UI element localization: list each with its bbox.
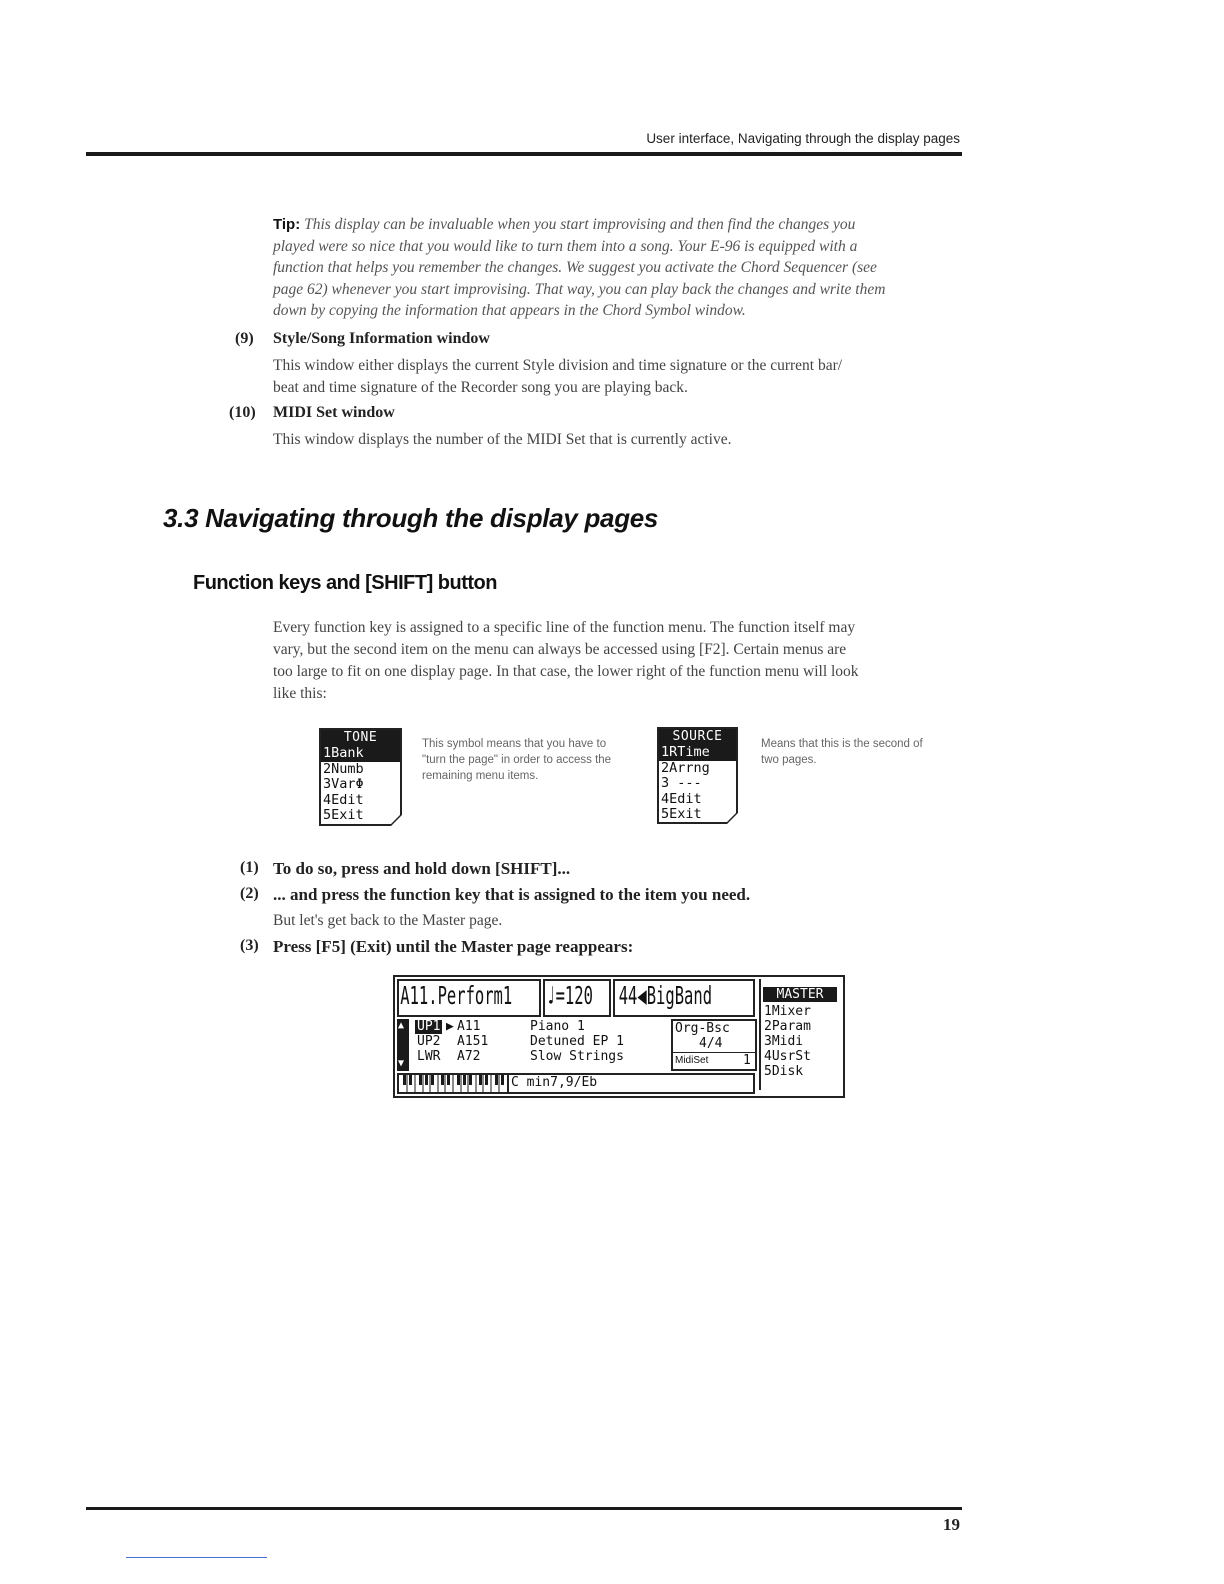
running-head: User interface, Navigating through the display pages xyxy=(646,131,960,146)
source-menu-title: SOURCE xyxy=(659,729,736,745)
midiset-label: MidiSet xyxy=(675,1055,709,1066)
perform-name: A11.Perform1 xyxy=(400,981,513,1010)
footer-rule xyxy=(86,1507,962,1510)
source-caption-line-2: two pages. xyxy=(761,754,817,766)
part-3-name: Slow Strings xyxy=(530,1049,624,1064)
source-menu-row-5: 5Exit xyxy=(661,806,702,822)
master-menu-row-1[interactable]: 1Mixer xyxy=(764,1004,811,1019)
source-menu-row-2: 2Arrng xyxy=(661,759,710,776)
tip-line-4: page 62) whenever you start improvising. That way, you can play back the changes and write them xyxy=(273,280,886,298)
info-box xyxy=(671,1019,757,1071)
scroll-up-icon[interactable]: ▲ xyxy=(398,1020,405,1031)
item-10-number: (10) xyxy=(229,404,256,421)
part-tag-up1[interactable]: UP1 xyxy=(417,1019,441,1034)
intro-line-3: too large to fit on one display page. In that case, the lower right of the function menu will look xyxy=(273,663,859,680)
source-caption xyxy=(761,736,961,768)
step-1-number: (1) xyxy=(240,859,259,876)
step-3-number: (3) xyxy=(240,937,259,954)
page-turn-icon xyxy=(726,812,738,824)
master-menu xyxy=(759,979,841,1090)
tone-caption-line-3: remaining menu items. xyxy=(422,770,539,782)
part-tag-lwr[interactable]: LWR xyxy=(417,1049,441,1064)
intro-line-1: Every function key is assigned to a specific line of the function menu. The function itself may xyxy=(273,619,856,636)
part-2-name: Detuned EP 1 xyxy=(530,1034,624,1049)
tip-line-3: function that helps you remember the changes. We suggest you activate the Chord Sequencer (see xyxy=(273,259,877,276)
intro-line-4: like this: xyxy=(273,685,327,702)
master-menu-row-3[interactable]: 3Midi xyxy=(764,1034,804,1049)
item-9-number: (9) xyxy=(235,330,254,347)
tone-menu xyxy=(319,728,402,826)
step-1-text: To do so, press and hold down [SHIFT]... xyxy=(273,859,571,878)
master-menu-row-2[interactable]: 2Param xyxy=(764,1019,811,1034)
master-menu-title: MASTER xyxy=(763,987,837,1002)
master-lcd-display xyxy=(393,975,845,1098)
style-box xyxy=(613,979,755,1017)
part-3-number: A72 xyxy=(457,1049,481,1064)
item-9-heading: Style/Song Information window xyxy=(273,330,490,347)
page-turn-icon xyxy=(390,814,402,826)
tip-label: Tip: xyxy=(273,216,301,233)
keyboard-graphic xyxy=(397,1073,509,1094)
intro-line-2: vary, but the second item on the menu can always be accessed using [F2]. Certain menus are xyxy=(273,641,847,658)
tone-caption-line-2: "turn the page" in order to access the xyxy=(422,754,612,766)
part-1-name: Piano 1 xyxy=(530,1019,585,1034)
source-menu-row-3: 3 --- xyxy=(661,775,702,791)
subsection-title: Function keys and [SHIFT] button xyxy=(193,572,497,594)
footer-mark xyxy=(126,1557,267,1558)
step-2-number: (2) xyxy=(240,885,259,902)
item-10-text: This window displays the number of the MIDI Set that is currently active. xyxy=(273,431,732,448)
master-menu-row-4[interactable]: 4UsrSt xyxy=(764,1049,811,1064)
step-2-subtext: But let's get back to the Master page. xyxy=(273,912,503,929)
tone-menu-title: TONE xyxy=(321,730,400,746)
source-caption-line-1: Means that this is the second of xyxy=(761,738,923,750)
tone-menu-row-1: 1Bank xyxy=(321,746,400,762)
part-2-number: A151 xyxy=(457,1034,489,1049)
part-1-number: A11 xyxy=(457,1019,481,1034)
source-menu-row-1: 1RTime xyxy=(659,745,736,761)
step-2-text: ... and press the function key that is assigned to the item you need. xyxy=(273,885,751,904)
tip-line-5: down by copying the information that appears in the Chord Symbol window. xyxy=(273,302,746,319)
chord-symbol: C min7,9/Eb xyxy=(511,1075,598,1090)
part-arrow-icon: ▶ xyxy=(446,1019,454,1034)
perform-name-box xyxy=(397,979,541,1017)
source-menu xyxy=(657,727,738,824)
master-menu-row-5[interactable]: 5Disk xyxy=(764,1064,804,1079)
keyboard-icon xyxy=(399,1075,507,1092)
style-name: 44◀BigBand xyxy=(618,981,713,1010)
item-10-heading: MIDI Set window xyxy=(273,404,395,421)
tip-line-2: played were so nice that you would like to turn them into a song. Your E-96 is equipped with a xyxy=(273,237,858,255)
item-9-text xyxy=(273,355,963,399)
step-3-text: Press [F5] (Exit) until the Master page reappears: xyxy=(273,937,634,956)
header-rule xyxy=(86,152,962,156)
chord-symbol-box xyxy=(507,1073,755,1094)
time-signature: 4/4 xyxy=(699,1036,723,1051)
tone-caption-line-1: This symbol means that you have to xyxy=(422,738,607,750)
scroll-down-icon[interactable]: ▼ xyxy=(398,1058,405,1069)
tone-menu-row-5: 5Exit xyxy=(323,807,364,823)
intro-paragraph xyxy=(273,617,963,705)
midiset-number: 1 xyxy=(743,1053,751,1068)
tone-menu-row-4: 4Edit xyxy=(323,791,364,808)
tempo-value: ♩=120 xyxy=(546,981,593,1010)
tone-menu-row-2: 2Numb xyxy=(323,760,364,777)
part-tag-up2[interactable]: UP2 xyxy=(417,1034,441,1049)
item-9-line-1: This window either displays the current Style division and time signature or the current bar/ xyxy=(273,357,843,374)
section-title: 3.3 Navigating through the display pages xyxy=(163,503,659,533)
item-9-line-2: beat and time signature of the Recorder song you are playing back. xyxy=(273,379,688,396)
tip-block xyxy=(273,214,963,322)
tone-menu-row-3: 3VarΦ xyxy=(323,776,364,792)
tempo-box xyxy=(543,979,611,1017)
page-number: 19 xyxy=(943,1515,960,1534)
organ-type: Org-Bsc xyxy=(675,1021,730,1036)
tip-line-1: This display can be invaluable when you start improvising and then find the changes you xyxy=(304,216,856,233)
source-menu-row-4: 4Edit xyxy=(661,790,702,807)
tone-caption xyxy=(422,736,642,784)
